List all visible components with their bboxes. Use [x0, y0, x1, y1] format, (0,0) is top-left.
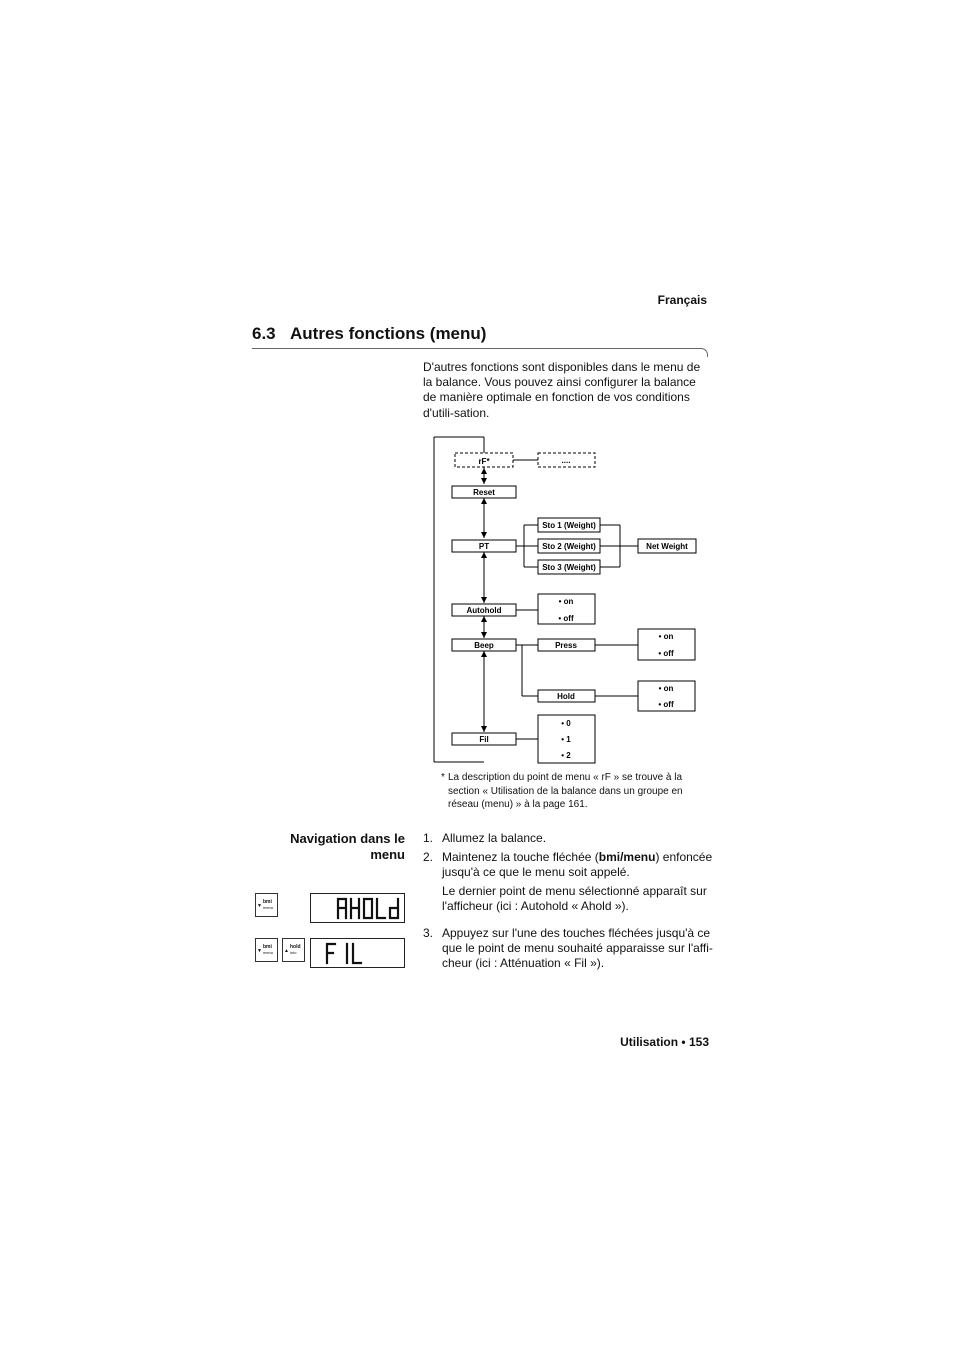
arrowhead [481, 468, 487, 474]
arrowhead [481, 726, 487, 732]
step-note: Le dernier point de menu sélectionné apparaît sur l'afficheur (ici : Autohold « Ahold »). [442, 884, 707, 913]
sto1-label: Sto 1 (Weight) [542, 521, 596, 530]
down-arrow-icon: ▼ [257, 903, 262, 909]
navigation-heading: Navigation dans le menu [290, 831, 405, 862]
fil-0-label: • 0 [561, 719, 571, 728]
menu-diagram [430, 434, 710, 769]
reset-label: Reset [473, 488, 495, 497]
sto2-label: Sto 2 (Weight) [542, 542, 596, 551]
diagram-footnote [441, 771, 706, 812]
step-text: Allumez la balance. [442, 831, 547, 845]
step-1 [423, 831, 713, 846]
pt-label: PT [478, 542, 490, 551]
press-off-label: • off [658, 649, 674, 658]
autohold-off-label: • off [558, 614, 574, 623]
intro-paragraph: D'autres fonctions sont disponibles dans le menu de la balance. Vous pouvez ainsi configurer la balance de manière optimale en fonction de vos conditions d'utili-sation. [423, 360, 701, 420]
press-label: Press [555, 641, 577, 650]
arrowhead [481, 651, 487, 657]
step-number: 3. [423, 926, 434, 940]
navigation-steps [423, 831, 713, 975]
bmi-menu-key-name: bmi/menu [598, 850, 656, 864]
fil-label: Fil [479, 735, 489, 744]
autohold-on-label: • on [558, 597, 574, 606]
footnote-text: La description du point de menu « rF » se trouve à la section « Utilisation de la balance dans un groupe en réseau (menu) » à la page 161. [448, 772, 683, 810]
lcd-segments-ahold [311, 894, 404, 922]
lcd-display-ahold [310, 893, 405, 923]
step-number: 2. [423, 850, 434, 864]
arrowhead [481, 478, 487, 484]
fil-1-label: • 1 [561, 735, 571, 744]
sto3-label: Sto 3 (Weight) [542, 563, 596, 572]
section-title: Autres fonctions (menu) [290, 324, 487, 343]
bmi-menu-key-icon: ▼ bmi menu [255, 893, 278, 917]
down-arrow-icon: ▼ [257, 948, 262, 954]
arrowhead [481, 532, 487, 538]
net-weight-label: Net Weight [646, 542, 688, 551]
autohold-label: Autohold [466, 606, 502, 615]
page-footer: Utilisation • 153 [620, 1035, 709, 1049]
section-number: 6.3 [252, 324, 276, 343]
beep-label: Beep [474, 641, 494, 650]
language-label: Français [657, 293, 707, 307]
press-on-label: • on [658, 632, 674, 641]
fil-2-label: • 2 [561, 751, 571, 760]
step-3 [423, 926, 713, 971]
dots-label: .... [561, 456, 571, 465]
step-2 [423, 850, 713, 914]
rf-label: rF* [478, 457, 490, 466]
lcd-segments-fil [311, 939, 404, 967]
arrowhead [481, 597, 487, 603]
hold-on-label: • on [658, 684, 674, 693]
step-text: Maintenez la touche fléchée (bmi/menu) enfoncée jusqu'à ce que le menu soit appelé. [442, 850, 713, 879]
section-heading [252, 324, 486, 344]
lcd-display-fil [310, 938, 405, 968]
hold-info-key-icon: ▲ hold info [282, 938, 305, 962]
bmi-menu-key-icon: ▼ bmi menu [255, 938, 278, 962]
hold-off-label: • off [658, 700, 674, 709]
heading-rule [252, 348, 702, 349]
step-number: 1. [423, 831, 434, 845]
up-arrow-icon: ▲ [284, 948, 289, 954]
arrowhead [481, 632, 487, 638]
footnote-marker: * [441, 772, 445, 783]
hold-label: Hold [557, 692, 575, 701]
heading-rule-hook [700, 348, 708, 357]
step-text: Appuyez sur l'une des touches fléchées jusqu'à ce que le point de menu souhaité apparaisse sur l'affi-cheur (ici : Atténuation « Fil »). [442, 926, 713, 970]
arrowhead [481, 552, 487, 558]
arrowhead [481, 616, 487, 622]
arrowhead [481, 498, 487, 504]
